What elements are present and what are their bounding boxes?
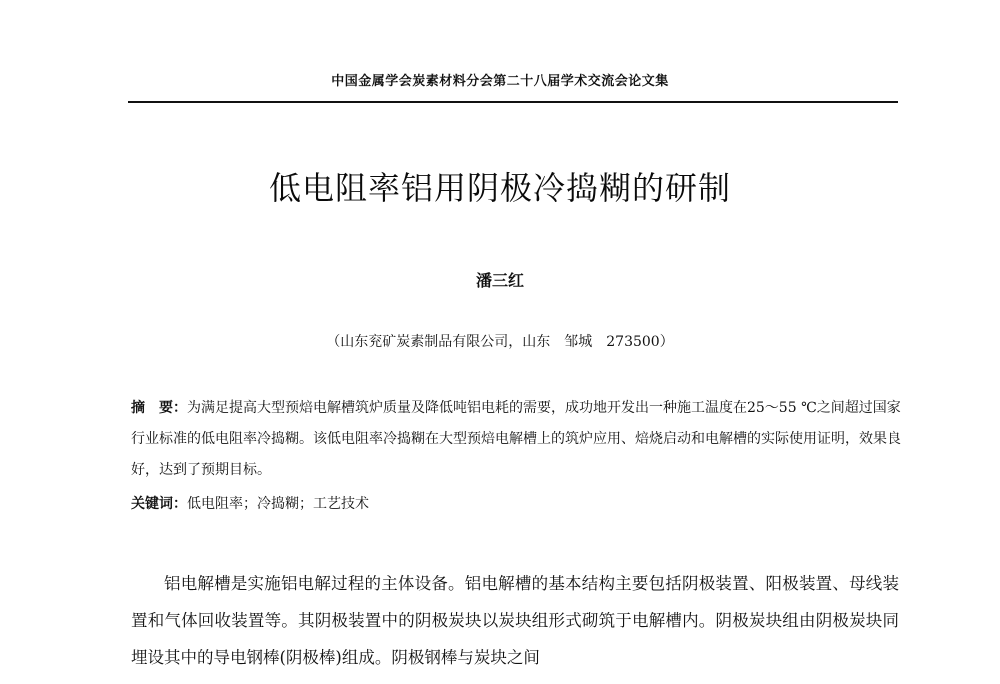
body-paragraph: 铝电解槽是实施铝电解过程的主体设备。铝电解槽的基本结构主要包括阴极装置、阳极装置、母线装置和气体回收装置等。其阴极装置中的阴极炭块以炭块组形式砌筑于电解槽内。阴极炭块组由阴极炭块同埋设其中的导电钢棒(阴极棒)组成。阴极钢棒与炭块之间 xyxy=(131,574,899,667)
keywords-label: 关键词： xyxy=(131,496,187,512)
running-header: 中国金属学会炭素材料分会第二十八届学术交流会论文集 xyxy=(331,74,669,89)
keywords-text: 低电阻率；冷捣糊；工艺技术 xyxy=(187,496,369,512)
abstract-text: 为满足提高大型预焙电解槽筑炉质量及降低吨铝电耗的需要，成功地开发出一种施工温度在25～55 ℃之间超过国家行业标准的低电阻率冷捣糊。该低电阻率冷捣糊在大型预焙电解槽上的筑炉应用、焙烧启动和电解槽的实际使用证明，效果良好，达到了预期目标。 xyxy=(131,400,901,478)
affiliation: （山东兖矿炭素制品有限公司，山东 邹城 273500） xyxy=(326,334,674,350)
header-rule xyxy=(128,101,898,103)
paper-title: 低电阻率铝用阴极冷捣糊的研制 xyxy=(268,169,731,207)
keywords xyxy=(131,492,901,516)
author-name: 潘三红 xyxy=(475,271,524,290)
abstract-label: 摘 要： xyxy=(131,400,187,416)
abstract xyxy=(131,393,901,486)
